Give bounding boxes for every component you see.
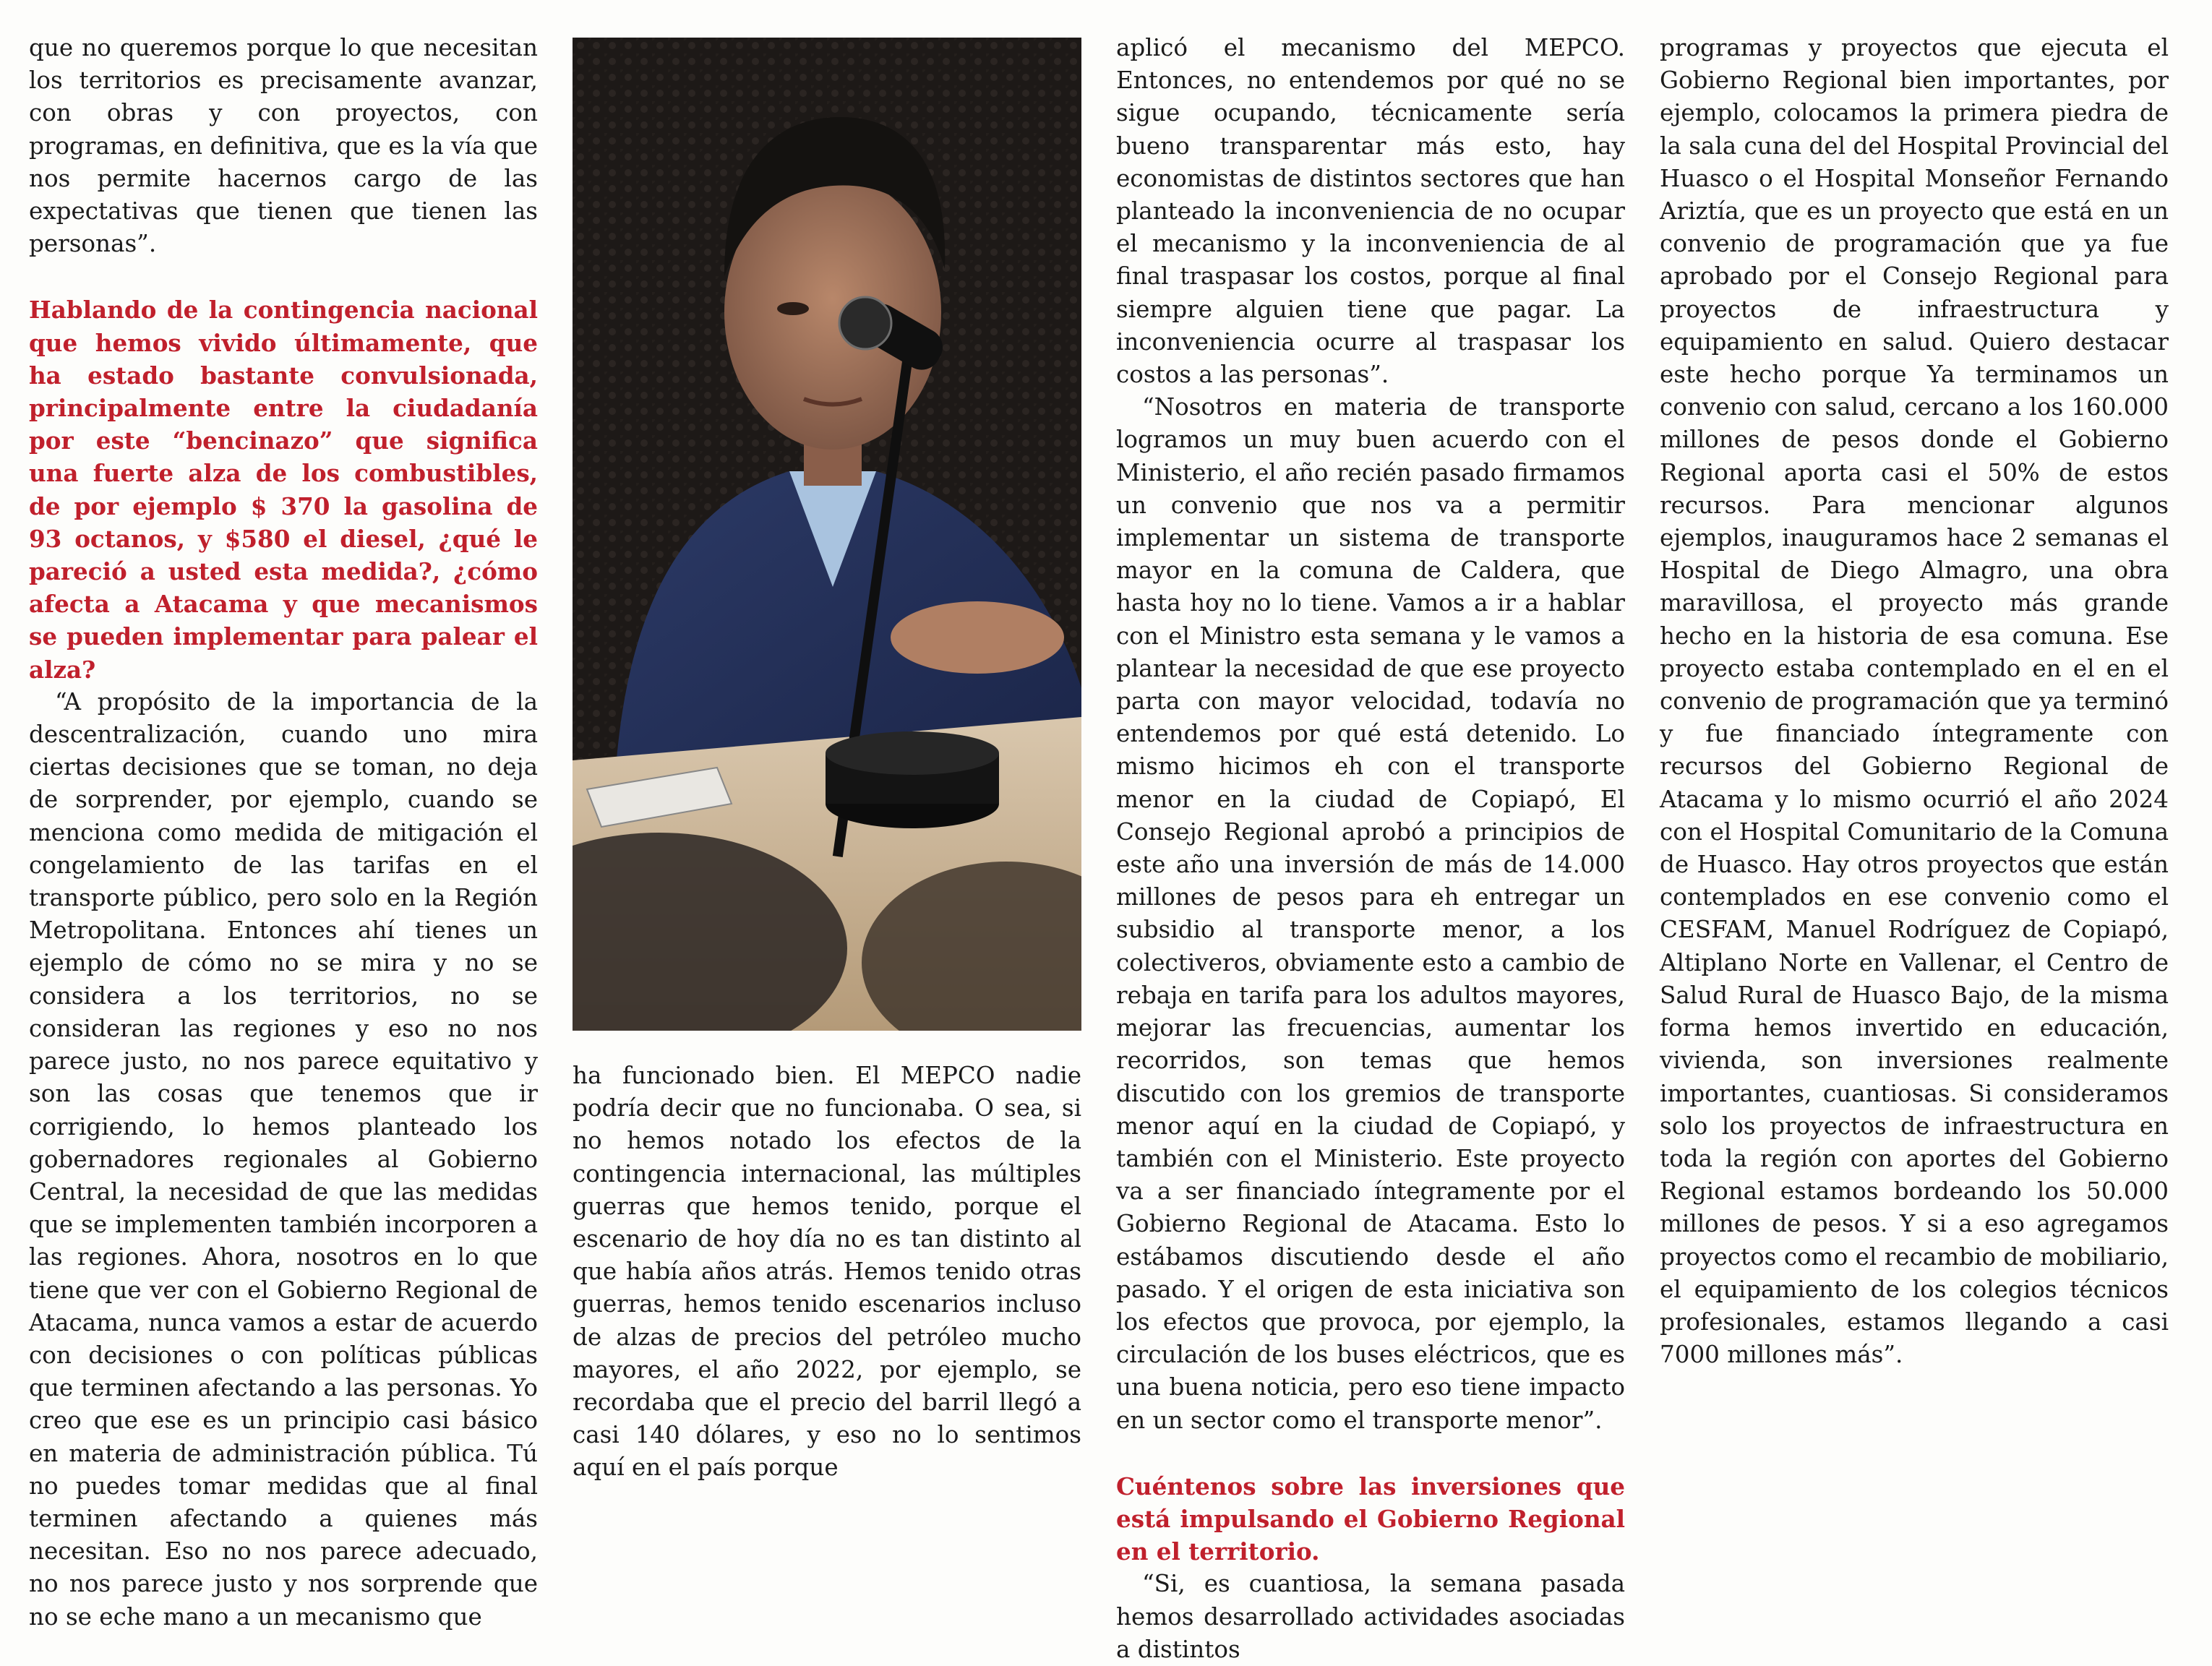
paragraph: “Nosotros en materia de transporte logramos un muy buen acuerdo con el Ministerio, el año recién pasado firmamos un convenio que nos va a permitir implementar un sistema de transporte mayor en la comuna de Caldera, que hasta hoy no lo tiene. Vamos a ir a hablar con el Ministro esta semana y le vamos a plantear la necesidad de que ese proyecto parta con mayor velocidad, todavía no entendemos por qué está detenido. Lo mismo hicimos eh con el transporte menor en la ciudad de Copiapó, El Consejo Regional aprobó a principios de este año una inversión de más de 14.000 millones de pesos para eh entregar un subsidio al transporte menor, a los colectiveros, obviamente esto a cambio de rebaja en tarifa para los adultos mayores, mejorar las frecuencias, aumentar los recorridos, son temas que hemos discutido con los gremios de transporte menor aquí en la ciudad de Copiapó, y también con el Ministerio. Este proyecto va a ser financiado íntegramente por el Gobierno Regional de Atacama. Esto lo estábamos discutiendo desde el año pasado. Y el origen de esta iniciativa son los efectos que provoca, por ejemplo, la circulación de los buses eléctricos, que es una buena noticia, pero eso tiene impacto en un sector como el transporte menor”. bbox=[1116, 393, 1625, 1434]
interview-question: Hablando de la contingencia nacional que hemos vivido últimamente, que ha estado bastante convulsionada, principalmente entre la ciudadanía por este “bencinazo” que significa una fuerte alza de los combustibles, de por ejemplo $ 370 la gasolina de 93 octanos, y $580 el diesel, ¿qué le pareció a usted esta medida?, ¿cómo afecta a Atacama y que mecanismos se pueden implementar para palear el alza? bbox=[29, 296, 538, 684]
column-3 bbox=[1116, 32, 1625, 1666]
article-photo bbox=[573, 38, 1081, 1031]
paragraph: “Si, es cuantiosa, la semana pasada hemos desarrollado actividades asociadas a distintos bbox=[1116, 1570, 1625, 1663]
paragraph: “A propósito de la importancia de la descentralización, cuando uno mira ciertas decisiones que se toman, no deja de sorprender, por ejemplo, cuando se menciona como medida de mitigación el congelamiento de las tarifas en el transporte público, pero solo en la Región Metropolitana. Entonces ahí tienes un ejemplo de cómo no se mira y no se considera a los territorios, no se consideran las regiones y eso no nos parece justo, no nos parece equitativo y son las cosas que tenemos que ir corrigiendo, lo hemos planteado los gobernadores regionales al Gobierno Central, la necesidad de que las medidas que se implementen también incorporen a las regiones. Ahora, nosotros en lo que tiene que ver con el Gobierno Regional de Atacama, nunca vamos a estar de acuerdo con decisiones o con políticas públicas que terminen afectando a las personas. Yo creo que ese es un principio casi básico en materia de administración pública. Tú no puedes tomar medidas que al final terminen afectando a quienes más necesitan. Eso no nos parece adecuado, no nos parece justo y nos sorprende que no se eche mano a un mecanismo que bbox=[29, 687, 538, 1631]
paragraph: que no queremos porque lo que necesitan los territorios es precisamente avanzar, con obras y con proyectos, con programas, en definitiva, que es la vía que nos permite hacernos cargo de las expectativas que tienen que tienen las personas”. bbox=[29, 34, 538, 258]
column-1 bbox=[29, 32, 538, 1633]
column-4 bbox=[1660, 32, 2169, 1371]
interview-question: Cuéntenos sobre las inversiones que está impulsando el Gobierno Regional en el territorio. bbox=[1116, 1472, 1625, 1566]
column-2 bbox=[573, 1060, 1081, 1485]
paragraph: programas y proyectos que ejecuta el Gobierno Regional bien importantes, por ejemplo, colocamos la primera piedra de la sala cuna del del Hospital Provincial del Huasco o el Hospital Monseñor Fernando Ariztía, que es un proyecto que está en un convenio de programación que ya fue aprobado por el Consejo Regional para proyectos de infraestructura y equipamiento en salud. Quiero destacar este hecho porque Ya terminamos un convenio con salud, cercano a los 160.000 millones de pesos donde el Gobierno Regional aporta casi el 50% de estos recursos. Para mencionar algunos ejemplos, inauguramos hace 2 semanas el Hospital de Diego Almagro, una obra maravillosa, el proyecto más grande hecho en la historia de esa comuna. Ese proyecto estaba contemplado en el en el convenio de programación que ya terminó y fue financiado íntegramente con recursos del Gobierno Regional de Atacama y lo mismo ocurrió el año 2024 con el Hospital Comunitario de la Comuna de Huasco. Hay otros proyectos que están contemplados en ese convenio como el CESFAM, Manuel Rodríguez de Copiapó, Altiplano Norte en Vallenar, el Centro de Salud Rural de Huasco Bajo, de la misma forma hemos invertido en educación, vivienda, son inversiones realmente importantes, cuantiosas. Si consideramos solo los proyectos de infraestructura en toda la región con aportes del Gobierno Regional estamos bordeando los 50.000 millones de pesos. Y si a eso agregamos proyectos como el recambio de mobiliario, el equipamiento de los colegios técnicos profesionales, estamos llegando a casi 7000 millones más”. bbox=[1660, 34, 2169, 1369]
paragraph: aplicó el mecanismo del MEPCO. Entonces, no entendemos por qué no se sigue ocupando, técnicamente sería bueno transparentar más esto, hay economistas de distintos sectores que han planteado la inconveniencia de no ocupar el mecanismo y la inconveniencia de al final traspasar los costos, porque al final siempre alguien tiene que pagar. La inconveniencia ocurre al traspasar los costos a las personas”. bbox=[1116, 34, 1625, 389]
paragraph: ha funcionado bien. El MEPCO nadie podría decir que no funcionaba. O sea, si no hemos notado los efectos de la contingencia internacional, las múltiples guerras que hemos tenido, porque el escenario de hoy día no es tan distinto al que había años atrás. Hemos tenido otras guerras, hemos tenido escenarios incluso de alzas de precios del petróleo mucho mayores, el año 2022, por ejemplo, se recordaba que el precio del barril llegó a casi 140 dólares, y eso no lo sentimos aquí en el país porque bbox=[573, 1062, 1081, 1482]
